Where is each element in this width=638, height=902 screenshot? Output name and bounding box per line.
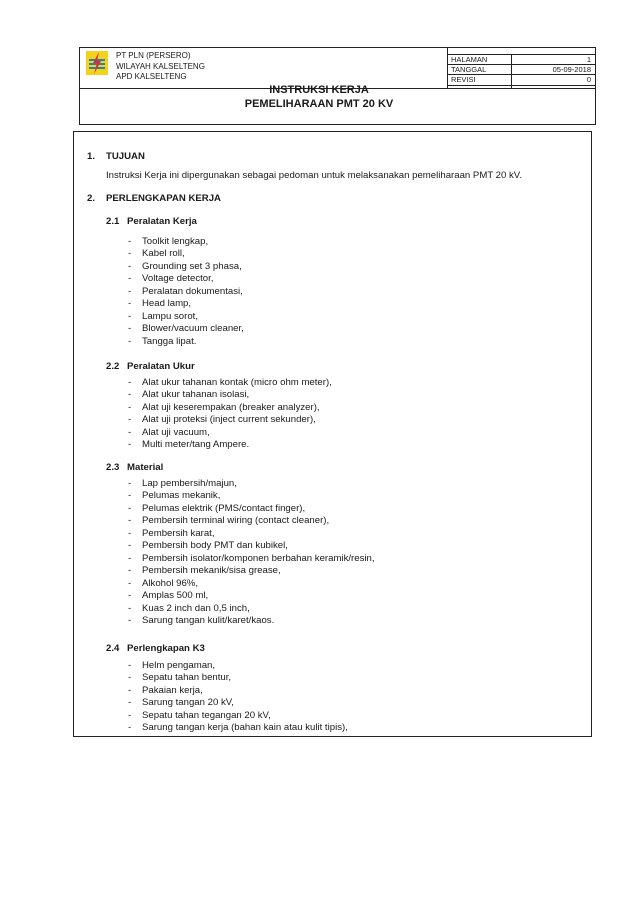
bullet-dash: - bbox=[128, 236, 132, 247]
meta-value: 0 bbox=[586, 75, 591, 84]
bullet-dash: - bbox=[128, 515, 132, 527]
list-item: Alat ukur tahanan kontak (micro ohm meter), bbox=[142, 377, 332, 388]
section-2-number: 2. bbox=[87, 193, 96, 204]
bullet-dash: - bbox=[128, 697, 132, 709]
list-item: Blower/vacuum cleaner, bbox=[142, 323, 244, 335]
list-item: Pembersih mekanik/sisa grease, bbox=[142, 565, 281, 577]
list-item: Pembersih terminal wiring (contact cleaner), bbox=[142, 515, 330, 527]
bullet-dash: - bbox=[128, 426, 132, 438]
list-item: Kuas 2 inch dan 0,5 inch, bbox=[142, 602, 250, 614]
bullet-dash: - bbox=[128, 439, 132, 451]
list-item: Alat uji vacuum, bbox=[142, 426, 210, 438]
subsection-title: Peralatan Kerja bbox=[127, 216, 197, 227]
bullet-dash: - bbox=[128, 310, 132, 322]
bullet-dash: - bbox=[128, 660, 132, 671]
bullet-dash: - bbox=[128, 401, 132, 413]
bullet-dash: - bbox=[128, 684, 132, 696]
list-item: Alat ukur tahanan isolasi, bbox=[142, 389, 250, 401]
list-item: Tangga lipat. bbox=[142, 335, 197, 347]
region-name: WILAYAH KALSELTENG bbox=[116, 61, 205, 71]
bullet-dash: - bbox=[128, 565, 132, 577]
bullet-dash: - bbox=[128, 502, 132, 514]
bullet-dash: - bbox=[128, 323, 132, 335]
list-item: Kabel roll, bbox=[142, 248, 185, 260]
subsection-title: Peralatan Ukur bbox=[127, 361, 195, 372]
meta-value: 1 bbox=[586, 55, 591, 64]
list-item: Voltage detector, bbox=[142, 273, 214, 285]
list-item: Lampu sorot, bbox=[142, 310, 198, 322]
list-item: Peralatan dokumentasi, bbox=[142, 285, 243, 297]
list-item: Lap pembersih/majun, bbox=[142, 478, 237, 489]
subsection-number: 2.3 bbox=[106, 462, 120, 473]
section-1-title: TUJUAN bbox=[106, 151, 145, 162]
meta-value: 05-09-2018 bbox=[552, 65, 591, 74]
bullet-dash: - bbox=[128, 590, 132, 602]
list-item: Alkohol 96%, bbox=[142, 577, 198, 589]
organization-info bbox=[116, 51, 205, 83]
bullet-dash: - bbox=[128, 273, 132, 285]
meta-label: TANGGAL bbox=[451, 65, 487, 74]
list-item: Alat uji keserempakan (breaker analyzer), bbox=[142, 401, 320, 413]
subsection-number: 2.4 bbox=[106, 643, 120, 654]
document-title: INSTRUKSI KERJA bbox=[269, 84, 369, 96]
bullet-dash: - bbox=[128, 389, 132, 401]
list-item: Helm pengaman, bbox=[142, 660, 216, 671]
list-item: Pembersih karat, bbox=[142, 527, 215, 539]
bullet-dash: - bbox=[128, 478, 132, 489]
list-item: Pakaian kerja, bbox=[142, 684, 203, 696]
list-item: Multi meter/tang Ampere. bbox=[142, 439, 250, 451]
bullet-dash: - bbox=[128, 527, 132, 539]
bullet-dash: - bbox=[128, 248, 132, 260]
list-item: Alat uji proteksi (inject current sekunder), bbox=[142, 414, 316, 426]
bullet-dash: - bbox=[128, 540, 132, 552]
meta-label: HALAMAN bbox=[451, 55, 488, 64]
section-1-number: 1. bbox=[87, 151, 96, 162]
bullet-dash: - bbox=[128, 260, 132, 272]
bullet-dash: - bbox=[128, 722, 132, 734]
company-name: PT PLN (PERSERO) bbox=[116, 51, 191, 60]
meta-label: REVISI bbox=[451, 75, 476, 84]
list-item: Amplas 500 ml, bbox=[142, 590, 209, 602]
list-item: Grounding set 3 phasa, bbox=[142, 260, 242, 272]
bullet-dash: - bbox=[128, 490, 132, 502]
section-2-title: PERLENGKAPAN KERJA bbox=[106, 193, 221, 204]
bullet-dash: - bbox=[128, 602, 132, 614]
list-item: Head lamp, bbox=[142, 298, 192, 310]
bullet-dash: - bbox=[128, 577, 132, 589]
list-item: Sarung tangan kerja (bahan kain atau kulit tipis), bbox=[142, 722, 348, 734]
bullet-dash: - bbox=[128, 552, 132, 564]
section-1-text: Instruksi Kerja ini dipergunakan sebagai pedoman untuk melaksanakan pemeliharaan PMT 20 kV. bbox=[106, 170, 522, 181]
bullet-dash: - bbox=[128, 672, 132, 684]
bullet-dash: - bbox=[128, 709, 132, 721]
bullet-dash: - bbox=[128, 298, 132, 310]
document-meta-table bbox=[447, 48, 595, 88]
list-item: Sepatu tahan tegangan 20 kV, bbox=[142, 709, 271, 721]
list-item: Sarung tangan kulit/karet/kaos. bbox=[142, 614, 275, 626]
subsection-title: Material bbox=[127, 462, 164, 473]
bullet-dash: - bbox=[128, 335, 132, 347]
bullet-dash: - bbox=[128, 285, 132, 297]
bullet-dash: - bbox=[128, 414, 132, 426]
subsection-title: Perlengkapan K3 bbox=[127, 643, 205, 654]
unit-name: APD KALSELTENG bbox=[116, 72, 187, 81]
list-item: Pembersih isolator/komponen berbahan keramik/resin, bbox=[142, 552, 375, 564]
bullet-dash: - bbox=[128, 614, 132, 626]
bullet-dash: - bbox=[128, 377, 132, 388]
list-item: Pembersih body PMT dan kubikel, bbox=[142, 540, 288, 552]
document-subtitle: PEMELIHARAAN PMT 20 KV bbox=[244, 98, 394, 110]
list-item: Pelumas elektrik (PMS/contact finger), bbox=[142, 502, 306, 514]
list-item: Pelumas mekanik, bbox=[142, 490, 221, 502]
list-item: Sarung tangan 20 kV, bbox=[142, 697, 234, 709]
subsection-number: 2.2 bbox=[106, 361, 120, 372]
list-item: Toolkit lengkap, bbox=[142, 236, 209, 247]
subsection-number: 2.1 bbox=[106, 216, 120, 227]
list-item: Sepatu tahan bentur, bbox=[142, 672, 232, 684]
pln-logo-icon bbox=[86, 51, 108, 75]
